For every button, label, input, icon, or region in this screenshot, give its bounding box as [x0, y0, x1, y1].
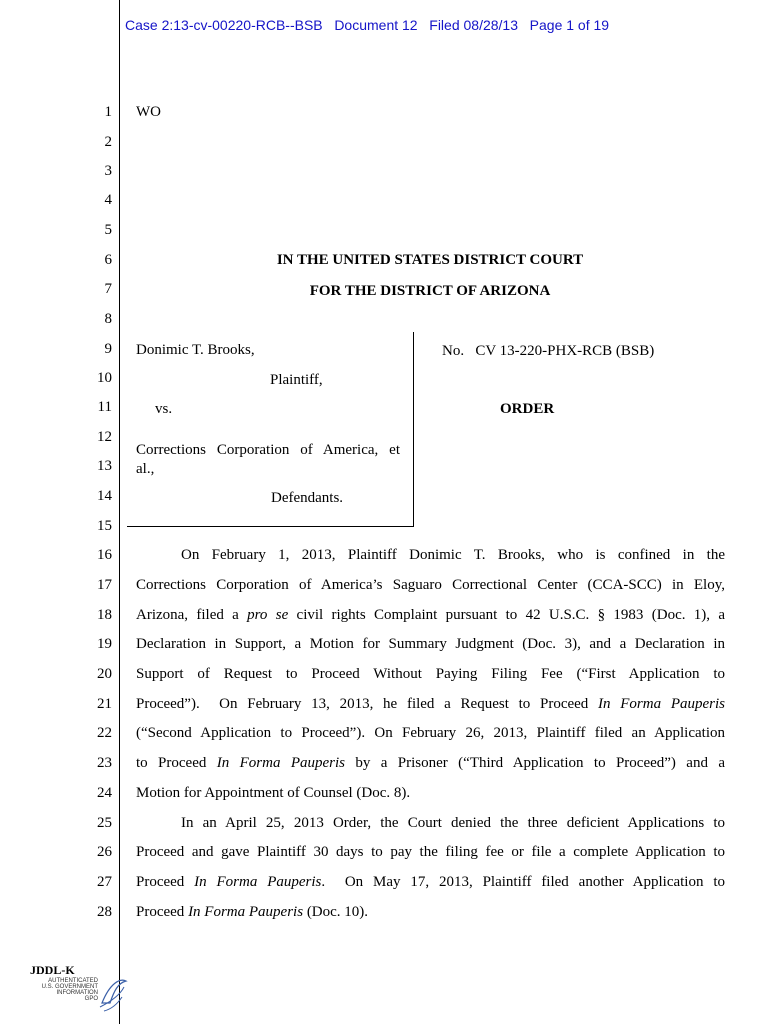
defendants-label: Defendants.: [271, 490, 344, 506]
body-line-16: On February 1, 2013, Plaintiff Donimic T. Brooks, who is confined in the: [181, 547, 725, 563]
body-line-24: Motion for Appointment of Counsel (Doc. 8).: [136, 785, 411, 801]
line-number: 20: [97, 666, 112, 682]
line-number: 4: [104, 192, 112, 208]
body-line-28: Proceed In Forma Pauperis (Doc. 10).: [136, 904, 369, 920]
line-number: 16: [97, 547, 112, 563]
line-number: 8: [104, 311, 112, 327]
line-number: 11: [97, 399, 112, 415]
line-number: 25: [97, 815, 112, 831]
line-number: 1: [104, 104, 112, 120]
gpo-authentication-seal: [40, 973, 130, 1015]
body-line-23: to Proceed In Forma Pauperis by a Prisoner (“Third Application to Proceed”) and a: [136, 755, 725, 771]
wo-marker: WO: [136, 104, 161, 120]
filing-header: [125, 17, 609, 33]
header-case-number: Case 2:13-cv-00220-RCB--BSB: [125, 17, 323, 33]
body-line-21: Proceed”). On February 13, 2013, he filed a Request to Proceed In Forma Pauperis: [136, 696, 725, 712]
line-number: 12: [97, 429, 112, 445]
defendant-name-line1: Corrections Corporation of America, et: [136, 442, 400, 458]
line-number: 14: [97, 488, 112, 504]
case-number: No. CV 13-220-PHX-RCB (BSB): [442, 343, 655, 359]
line-number: 27: [97, 874, 112, 890]
line-number: 15: [97, 518, 112, 534]
line-number: 3: [104, 163, 112, 179]
line-number: 6: [104, 252, 112, 268]
line-number: 19: [97, 636, 112, 652]
header-page: Page 1 of 19: [529, 17, 610, 33]
body-line-18: Arizona, filed a pro se civil rights Complaint pursuant to 42 U.S.C. § 1983 (Doc. 1), a: [136, 607, 725, 623]
header-filed-date: Filed 08/28/13: [429, 17, 518, 33]
versus-label: vs.: [155, 401, 173, 417]
court-title: IN THE UNITED STATES DISTRICT COURT: [276, 252, 584, 268]
body-line-22: (“Second Application to Proceed”). On February 26, 2013, Plaintiff filed an Application: [136, 725, 725, 741]
line-number: 18: [97, 607, 112, 623]
gpo-seal-text: AUTHENTICATED U.S. GOVERNMENT INFORMATION GPO: [41, 978, 98, 1002]
line-number: 26: [97, 844, 112, 860]
body-line-25: In an April 25, 2013 Order, the Court denied the three deficient Applications to: [181, 815, 725, 831]
body-line-20: Support of Request to Proceed Without Paying Filing Fee (“First Application to: [136, 666, 725, 682]
line-number: 5: [104, 222, 112, 238]
line-number: 17: [97, 577, 112, 593]
body-line-17: Corrections Corporation of America’s Saguaro Correctional Center (CCA-SCC) in Eloy,: [136, 577, 725, 593]
header-document: Document 12: [334, 17, 418, 33]
line-number: 13: [97, 458, 112, 474]
left-margin-rule: [119, 0, 120, 1024]
eagle-icon: [40, 973, 130, 1015]
line-number: 23: [97, 755, 112, 771]
court-district: FOR THE DISTRICT OF ARIZONA: [309, 283, 551, 299]
body-line-19: Declaration in Support, a Motion for Summary Judgment (Doc. 3), and a Declaration in: [136, 636, 725, 652]
line-number: 2: [104, 134, 112, 150]
line-number: 10: [97, 370, 112, 386]
body-line-26: Proceed and gave Plaintiff 30 days to pay the filing fee or file a complete Application to: [136, 844, 725, 860]
body-line-27: Proceed In Forma Pauperis. On May 17, 2013, Plaintiff filed another Application to: [136, 874, 725, 890]
line-number: 7: [104, 281, 112, 297]
defendant-name-line2: al.,: [136, 461, 155, 477]
line-number: 28: [97, 904, 112, 920]
line-number: 21: [97, 696, 112, 712]
line-number: 24: [97, 785, 112, 801]
line-number: 9: [104, 341, 112, 357]
jddl-tag: JDDL-K: [30, 963, 75, 977]
plaintiff-label: Plaintiff,: [270, 372, 323, 388]
order-heading: ORDER: [500, 401, 555, 417]
plaintiff-name: Donimic T. Brooks,: [136, 342, 255, 358]
line-number: 22: [97, 725, 112, 741]
